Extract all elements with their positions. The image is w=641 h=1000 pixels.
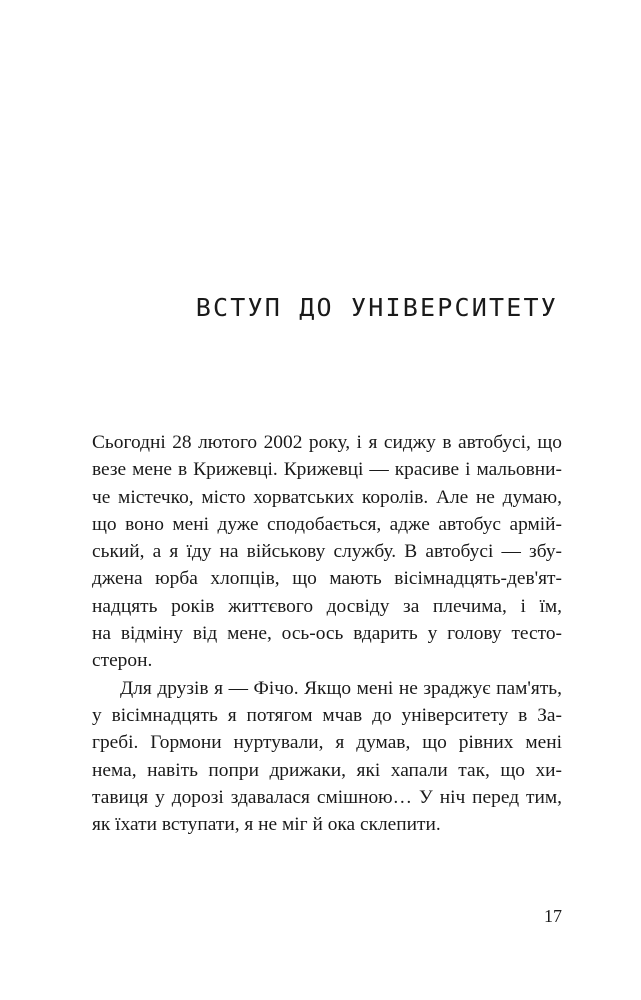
text-line: Сьогодні 28 лютого 2002 року, і я сиджу в автобусі, що bbox=[92, 432, 562, 453]
text-line: везе мене в Крижевці. Крижевці — красиве і мальовни- bbox=[92, 459, 562, 481]
text-line: ський, а я їду на військову службу. В автобусі — збу- bbox=[92, 541, 562, 563]
paragraph-2 bbox=[92, 675, 562, 839]
chapter-title: ВСТУП ДО УНІВЕРСИТЕТУ bbox=[195, 293, 558, 322]
text-line: у вісімнадцять я потягом мчав до університету в За- bbox=[92, 704, 562, 726]
text-line: нема, навіть попри дрижаки, які хапали так, що хи- bbox=[92, 759, 562, 781]
text-line: Для друзів я — Фічо. Якщо мені не зраджує пам'ять, bbox=[120, 677, 562, 699]
text-line: стерон. bbox=[92, 650, 153, 672]
text-line: тавиця у дорозі здавалася смішною… У ніч перед тим, bbox=[92, 786, 562, 808]
paragraph-1 bbox=[92, 429, 562, 675]
text-line: джена юрба хлопців, що мають вісімнадцять-дев'ят- bbox=[92, 568, 562, 590]
text-line: гребі. Гормони нуртували, я думав, що рівних мені bbox=[92, 732, 562, 754]
text-line: як їхати вступати, я не міг й ока склепити. bbox=[92, 814, 441, 836]
page-number: 17 bbox=[544, 906, 562, 926]
text-line: че містечко, місто хорватських королів. Але не думаю, bbox=[92, 486, 562, 508]
text-line: надцять років життєвого досвіду за плечима, і їм, bbox=[92, 595, 562, 617]
body-text bbox=[92, 429, 562, 838]
text-line: на відміну від мене, ось-ось вдарить у голову тесто- bbox=[92, 623, 562, 645]
text-line: що воно мені дуже сподобається, адже автобус армій- bbox=[92, 513, 562, 535]
